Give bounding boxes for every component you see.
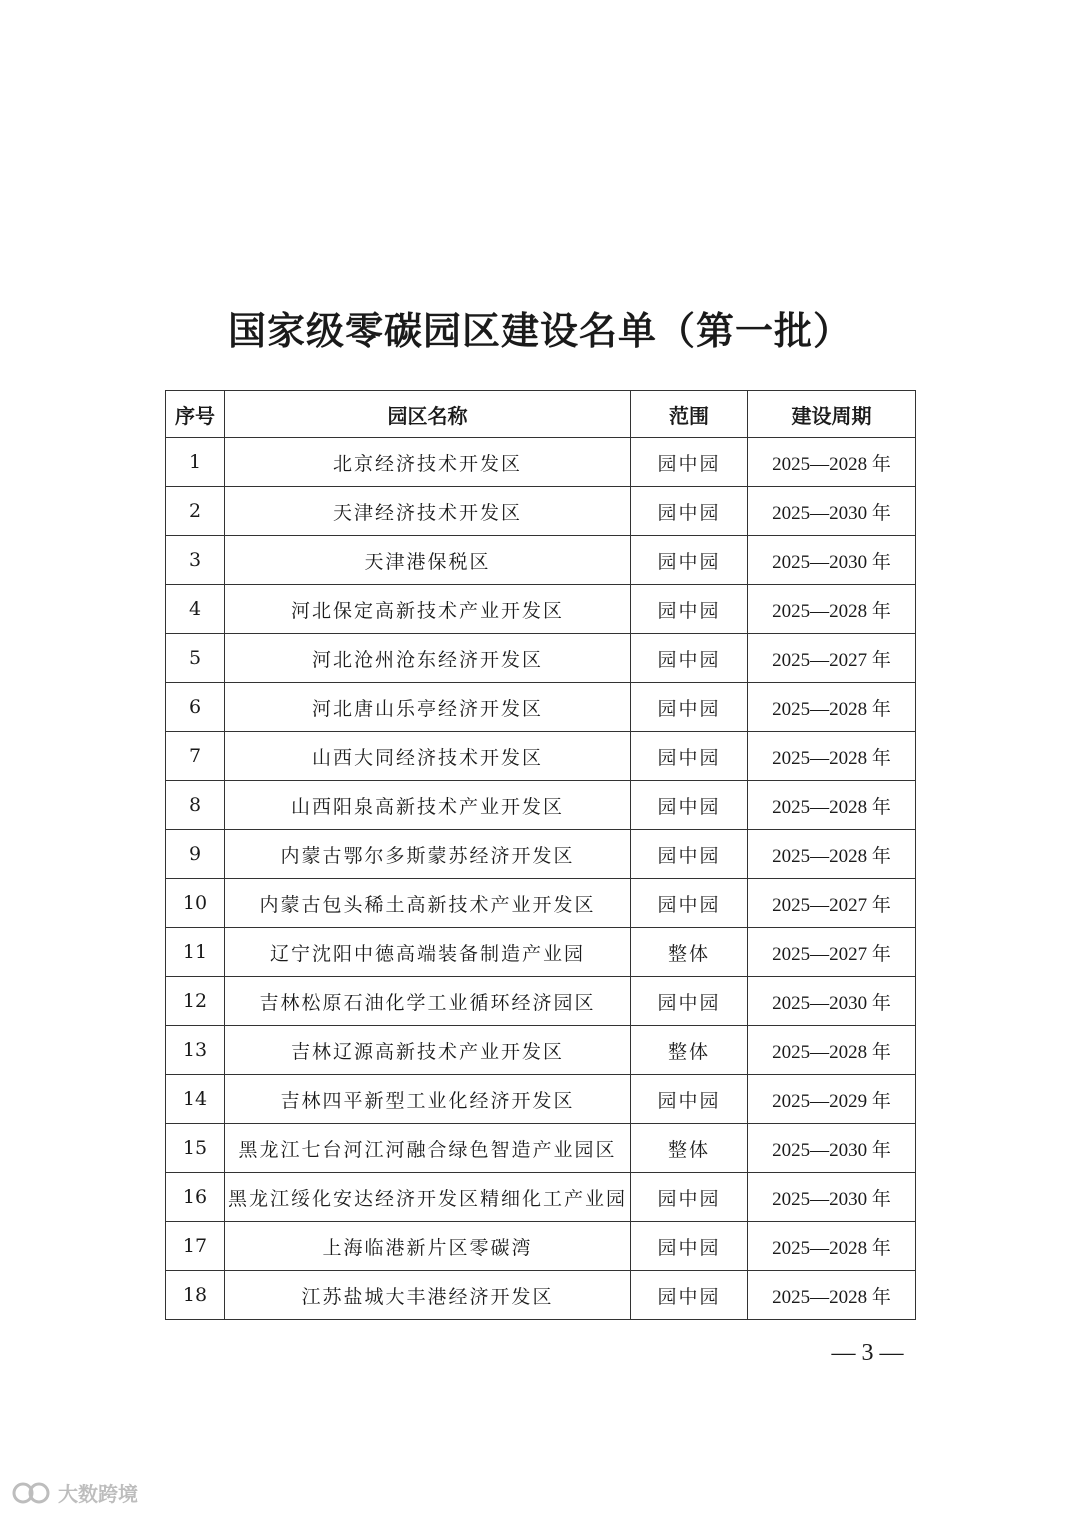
table-row — [166, 977, 916, 1026]
table-row — [166, 1271, 916, 1320]
construction-period: 2025—2028 年 — [748, 1222, 916, 1271]
park-scope: 园中园 — [631, 585, 748, 634]
park-name: 吉林四平新型工业化经济开发区 — [225, 1075, 631, 1124]
header-period: 建设周期 — [748, 391, 916, 438]
construction-period: 2025—2028 年 — [748, 732, 916, 781]
park-scope: 园中园 — [631, 879, 748, 928]
row-number: 6 — [166, 683, 225, 732]
row-number: 13 — [166, 1026, 225, 1075]
construction-period: 2025—2030 年 — [748, 977, 916, 1026]
row-number: 12 — [166, 977, 225, 1026]
row-number: 5 — [166, 634, 225, 683]
watermark-text: 大数跨境 — [58, 1482, 138, 1506]
park-name: 内蒙古包头稀土高新技术产业开发区 — [225, 879, 631, 928]
construction-period: 2025—2028 年 — [748, 1026, 916, 1075]
table-row — [166, 438, 916, 487]
row-number: 9 — [166, 830, 225, 879]
table-row — [166, 830, 916, 879]
construction-period: 2025—2028 年 — [748, 781, 916, 830]
construction-period: 2025—2030 年 — [748, 487, 916, 536]
header-park-name: 园区名称 — [225, 391, 631, 438]
row-number: 11 — [166, 928, 225, 977]
park-name: 吉林辽源高新技术产业开发区 — [225, 1026, 631, 1075]
park-name: 辽宁沈阳中德高端装备制造产业园 — [225, 928, 631, 977]
park-scope: 园中园 — [631, 634, 748, 683]
park-name: 天津港保税区 — [225, 536, 631, 585]
row-number: 14 — [166, 1075, 225, 1124]
park-scope: 整体 — [631, 1124, 748, 1173]
table-header-row — [166, 391, 916, 438]
row-number: 17 — [166, 1222, 225, 1271]
park-list-table — [165, 390, 916, 1320]
park-name: 天津经济技术开发区 — [225, 487, 631, 536]
table-row — [166, 634, 916, 683]
header-scope: 范围 — [631, 391, 748, 438]
construction-period: 2025—2030 年 — [748, 536, 916, 585]
construction-period: 2025—2027 年 — [748, 928, 916, 977]
construction-period: 2025—2027 年 — [748, 634, 916, 683]
row-number: 8 — [166, 781, 225, 830]
row-number: 3 — [166, 536, 225, 585]
construction-period: 2025—2030 年 — [748, 1124, 916, 1173]
park-scope: 园中园 — [631, 1271, 748, 1320]
row-number: 7 — [166, 732, 225, 781]
table-row — [166, 536, 916, 585]
header-seq: 序号 — [166, 391, 225, 438]
park-scope: 园中园 — [631, 536, 748, 585]
park-scope: 园中园 — [631, 438, 748, 487]
park-name: 黑龙江绥化安达经济开发区精细化工产业园 — [225, 1173, 631, 1222]
table-row — [166, 1173, 916, 1222]
park-scope: 园中园 — [631, 830, 748, 879]
park-scope: 园中园 — [631, 1075, 748, 1124]
table-row — [166, 732, 916, 781]
park-name: 黑龙江七台河江河融合绿色智造产业园区 — [225, 1124, 631, 1173]
construction-period: 2025—2029 年 — [748, 1075, 916, 1124]
row-number: 16 — [166, 1173, 225, 1222]
park-scope: 整体 — [631, 928, 748, 977]
construction-period: 2025—2028 年 — [748, 683, 916, 732]
park-name: 河北沧州沧东经济开发区 — [225, 634, 631, 683]
park-name: 北京经济技术开发区 — [225, 438, 631, 487]
park-scope: 园中园 — [631, 683, 748, 732]
row-number: 18 — [166, 1271, 225, 1320]
park-name: 上海临港新片区零碳湾 — [225, 1222, 631, 1271]
table-row — [166, 1075, 916, 1124]
watermark — [12, 1478, 138, 1507]
park-name: 河北唐山乐亭经济开发区 — [225, 683, 631, 732]
row-number: 4 — [166, 585, 225, 634]
row-number: 1 — [166, 438, 225, 487]
park-scope: 园中园 — [631, 781, 748, 830]
page-title: 国家级零碳园区建设名单（第一批） — [227, 309, 852, 353]
park-name: 山西阳泉高新技术产业开发区 — [225, 781, 631, 830]
table-row — [166, 781, 916, 830]
construction-period: 2025—2027 年 — [748, 879, 916, 928]
table-row — [166, 928, 916, 977]
table-row — [166, 1124, 916, 1173]
park-name: 吉林松原石油化学工业循环经济园区 — [225, 977, 631, 1026]
park-scope: 园中园 — [631, 977, 748, 1026]
construction-period: 2025—2028 年 — [748, 585, 916, 634]
row-number: 2 — [166, 487, 225, 536]
table-row — [166, 1222, 916, 1271]
park-scope: 整体 — [631, 1026, 748, 1075]
park-name: 山西大同经济技术开发区 — [225, 732, 631, 781]
park-scope: 园中园 — [631, 1173, 748, 1222]
park-name: 河北保定高新技术产业开发区 — [225, 585, 631, 634]
park-name: 江苏盐城大丰港经济开发区 — [225, 1271, 631, 1320]
construction-period: 2025—2028 年 — [748, 438, 916, 487]
table-row — [166, 879, 916, 928]
park-scope: 园中园 — [631, 732, 748, 781]
park-scope: 园中园 — [631, 487, 748, 536]
watermark-logo-icon — [12, 1480, 52, 1506]
row-number: 15 — [166, 1124, 225, 1173]
table-row — [166, 683, 916, 732]
construction-period: 2025—2028 年 — [748, 1271, 916, 1320]
park-name: 内蒙古鄂尔多斯蒙苏经济开发区 — [225, 830, 631, 879]
park-scope: 园中园 — [631, 1222, 748, 1271]
page-number: — 3 — — [831, 1340, 904, 1366]
table-row — [166, 1026, 916, 1075]
construction-period: 2025—2030 年 — [748, 1173, 916, 1222]
table-row — [166, 585, 916, 634]
table-row — [166, 487, 916, 536]
construction-period: 2025—2028 年 — [748, 830, 916, 879]
row-number: 10 — [166, 879, 225, 928]
